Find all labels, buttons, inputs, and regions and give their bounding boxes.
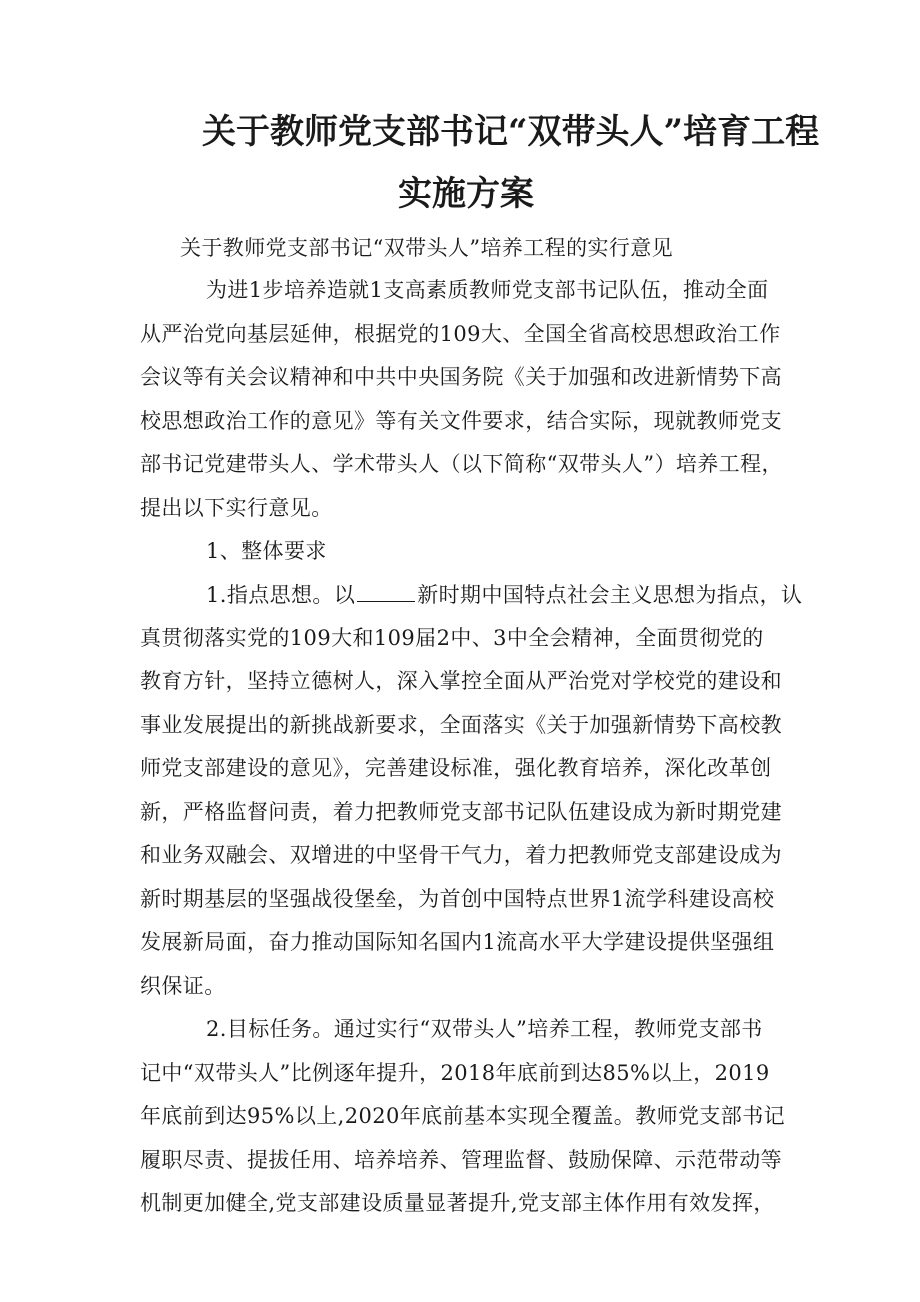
intro-line: 部书记党建带头人、学术带头人（以下简称“双带头人”）培养工程， [140,452,783,476]
guiding-line: 真贯彻落实党的109大和109届2中、3中全会精神，全面贯彻党的 [140,626,764,650]
intro-line: 校思想政治工作的意见》等有关文件要求，结合实际，现就教师党支 [140,409,782,433]
target-line: 履职尽责、提拔任用、培养培养、管理监督、鼓励保障、示范带动等 [140,1148,782,1172]
guiding-line: 师党支部建设的意见》，完善建设标准，强化教育培养，深化改革创 [140,756,772,780]
guiding-line: 织保证。 [140,974,226,998]
intro-line: 从严治党向基层延伸，根据党的109大、全国全省高校思想政治工作 [140,322,781,346]
guiding-line: 教育方针，坚持立德树人，深入掌控全面从严治党对学校党的建设和 [140,669,782,693]
guiding-line: 和业务双融会、双增进的中坚骨干气力，着力把教师党支部建设成为 [140,843,782,867]
guiding-first-b: 新时期中国特点社会主义思想为指点，认 [417,583,803,607]
guiding-line: 新时期基层的坚强战役堡垒，为首创中国特点世界1流学科建设高校 [140,887,775,911]
intro-line: 为进1步培养造就1支高素质教师党支部书记队伍，推动全面 [206,278,769,302]
target-first-line: 2.目标任务。通过实行“双带头人”培养工程，教师党支部书 [206,1017,763,1041]
guiding-line: 发展新局面，奋力推动国际知名国内1流高水平大学建设提供坚强组 [140,930,775,954]
document-title-line-2: 实施方案 [398,174,534,214]
target-line: 记中“双带头人”比例逐年提升，2018年底前到达85%以上，2019 [140,1061,770,1085]
guiding-first-line [206,580,846,610]
guiding-line: 新，严格监督问责，着力把教师党支部书记队伍建设成为新时期党建 [140,800,782,824]
document-title-line-1: 关于教师党支部书记“双带头人”培育工程 [202,112,820,152]
target-line: 年底前到达95%以上,2020年底前基本实现全覆盖。教师党支部书记 [140,1104,785,1128]
intro-line: 提出以下实行意见。 [140,496,333,520]
guiding-first-a: 1.指点思想。以 [206,583,356,607]
section-heading: 1、整体要求 [206,539,327,563]
guiding-line: 事业发展提出的新挑战新要求，全面落实《关于加强新情势下高校教 [140,713,782,737]
document-subtitle: 关于教师党支部书记“双带头人”培养工程的实行意见 [180,236,674,260]
target-line: 机制更加健全,党支部建设质量显著提升,党支部主体作用有效发挥， [140,1191,775,1215]
blank-underline [357,600,415,602]
intro-line: 会议等有关会议精神和中共中央国务院《关于加强和改进新情势下高 [140,365,782,389]
